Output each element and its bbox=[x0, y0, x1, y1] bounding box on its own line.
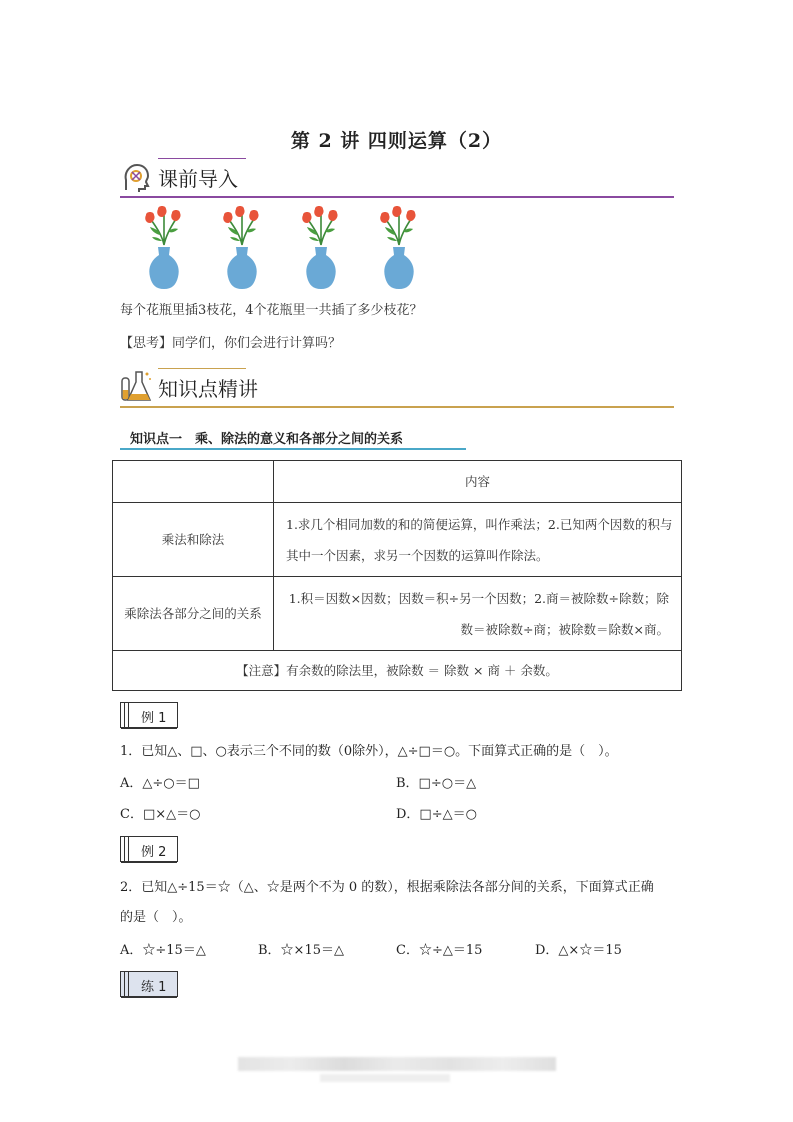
example-question-line2: 的是（ ）。 bbox=[120, 910, 192, 925]
think-prompt: 【思考】同学们，你们会进行计算吗？ bbox=[120, 336, 342, 351]
option-d: D．△×☆＝15 bbox=[535, 943, 622, 958]
knowledge-table bbox=[112, 460, 682, 691]
intro-question: 每个花瓶里插3枝花，4个花瓶里一共插了多少枝花？ bbox=[120, 303, 423, 318]
flower-vase-icon bbox=[223, 206, 258, 289]
option-c: C．☆÷△＝15 bbox=[396, 943, 483, 958]
table-row-name: 乘除法各部分之间的关系 bbox=[113, 577, 274, 651]
example-tag bbox=[120, 702, 178, 728]
section-divider bbox=[120, 406, 674, 408]
knowledge-point-label: 知识点一 乘、除法的意义和各部分之间的关系 bbox=[130, 432, 404, 447]
flower-vases bbox=[138, 205, 428, 297]
footer-blurred bbox=[320, 1074, 450, 1082]
knowledge-point-underline bbox=[120, 448, 466, 450]
page-title: 第 2 讲 四则运算（2） bbox=[290, 130, 503, 152]
section-header-intro bbox=[120, 158, 674, 198]
example-tag-label: 例 1 bbox=[141, 711, 167, 726]
practice-tag bbox=[120, 971, 178, 997]
example-question-line1: 2．已知△÷15＝☆（△、☆是两个不为 0 的数），根据乘除法各部分间的关系，下面算式正确 bbox=[120, 880, 654, 895]
section-heading: 课前导入 bbox=[158, 167, 238, 191]
table-note: 【注意】有余数的除法里，被除数 ＝ 除数 × 商 ＋ 余数。 bbox=[113, 651, 682, 691]
lab-flask-icon bbox=[120, 368, 154, 404]
footer-blurred bbox=[238, 1057, 556, 1071]
flower-vase-icon bbox=[145, 206, 180, 289]
practice-tag-label: 练 1 bbox=[141, 980, 167, 995]
section-header-knowledge bbox=[120, 368, 674, 408]
example-question: 1．已知△、□、○表示三个不同的数（0除外），△÷□＝○。下面算式正确的是（ ）。 bbox=[120, 744, 618, 759]
table-note-row bbox=[113, 651, 682, 691]
table-cell bbox=[113, 461, 274, 503]
table-header-row bbox=[113, 461, 682, 503]
option-b: B．☆×15＝△ bbox=[258, 943, 344, 958]
table-row bbox=[113, 577, 682, 651]
table-header-cell: 内容 bbox=[274, 461, 682, 503]
table-row-name: 乘法和除法 bbox=[113, 503, 274, 577]
example-tag-label: 例 2 bbox=[141, 845, 167, 860]
section-divider bbox=[120, 196, 674, 198]
table-row bbox=[113, 503, 682, 577]
section-heading: 知识点精讲 bbox=[158, 377, 258, 401]
option-a: A．△÷○＝□ bbox=[120, 776, 200, 791]
table-row-content: 1.求几个相同加数的和的简便运算，叫作乘法；2.已知两个因数的积与其中一个因素，求另一个因数的运算叫作除法。 bbox=[274, 503, 682, 577]
example-tag bbox=[120, 836, 178, 862]
flower-vase-illustration bbox=[138, 205, 428, 293]
option-c: C．□×△＝○ bbox=[120, 807, 201, 822]
option-b: B．□÷○＝△ bbox=[396, 776, 477, 791]
option-a: A．☆÷15＝△ bbox=[120, 943, 206, 958]
section-header-topline bbox=[158, 368, 246, 369]
option-d: D．□÷△＝○ bbox=[396, 807, 477, 822]
knowledge-point-heading bbox=[120, 428, 466, 450]
brain-head-icon bbox=[120, 162, 152, 194]
flower-vase-icon bbox=[302, 206, 337, 289]
table-row-content: 1.积＝因数×因数；因数＝积÷另一个因数；2.商＝被除数÷除数；除数＝被除数÷商；被除数＝除数×商。 bbox=[274, 577, 682, 651]
flower-vase-icon bbox=[380, 206, 415, 289]
section-header-topline bbox=[158, 158, 246, 159]
